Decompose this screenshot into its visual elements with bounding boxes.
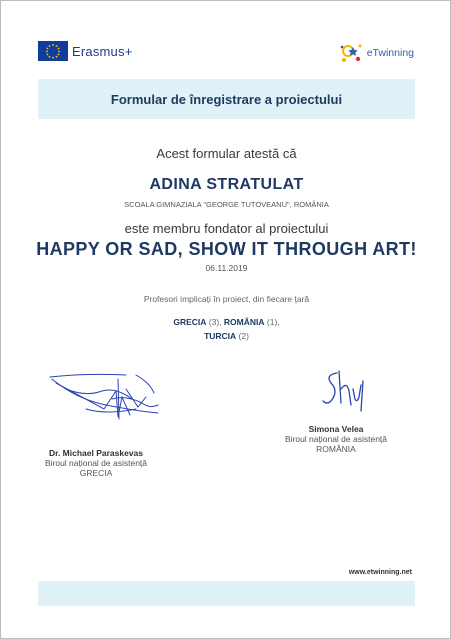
website-link[interactable]: www.etwinning.net [348,569,412,576]
signature-right [321,367,373,415]
school-name: SCOALA GIMNAZIALA "GEORGE TUTOVEANU", ROMÂNIA [124,200,329,209]
erasmus-text: Erasmus+ [72,43,133,59]
signer-role: Biroul național de asistență [284,434,388,444]
signature-left [46,369,164,429]
countries-line-2 [1,331,451,341]
country-name: ROMÂNIA [223,317,265,327]
country-name: GRECIA [173,317,207,327]
signer-name: Simona Velea [308,424,364,434]
project-title: HAPPY OR SAD, SHOW IT THROUGH ART! [36,239,417,259]
country-name: TURCIA [204,331,237,341]
etwinning-logo [339,41,414,65]
title-band [38,79,415,119]
attest-text: Acest formular atestă că [156,146,297,161]
signer-country: GRECIA [79,468,113,478]
etwinning-text: eTwinning [366,47,414,59]
signer-right [266,424,406,454]
date-text: 06.11.2019 [205,263,248,273]
erasmus-logo [38,41,132,61]
etwinning-stars-icon [339,41,365,65]
country-count: (3) [208,317,220,327]
signer-name: Dr. Michael Paraskevas [48,448,144,458]
teachers-label: Profesori implicați în proiect, din fiecare țară [143,294,310,304]
signer-country: ROMÂNIA [316,444,356,454]
page-title: Formular de înregistrare a proiectului [110,91,343,107]
signer-left [26,448,166,478]
countries-line-1: GRECIA (3), ROMÂNIA (1), [173,317,280,327]
country-count: (2) [238,331,249,341]
member-text: este membru fondator al proiectului [124,221,329,236]
signer-role: Biroul național de asistență [44,458,148,468]
eu-flag-icon [38,41,68,61]
bottom-band [38,581,415,606]
recipient-name: ADINA STRATULAT [149,176,304,193]
country-count: (1) [266,317,278,327]
